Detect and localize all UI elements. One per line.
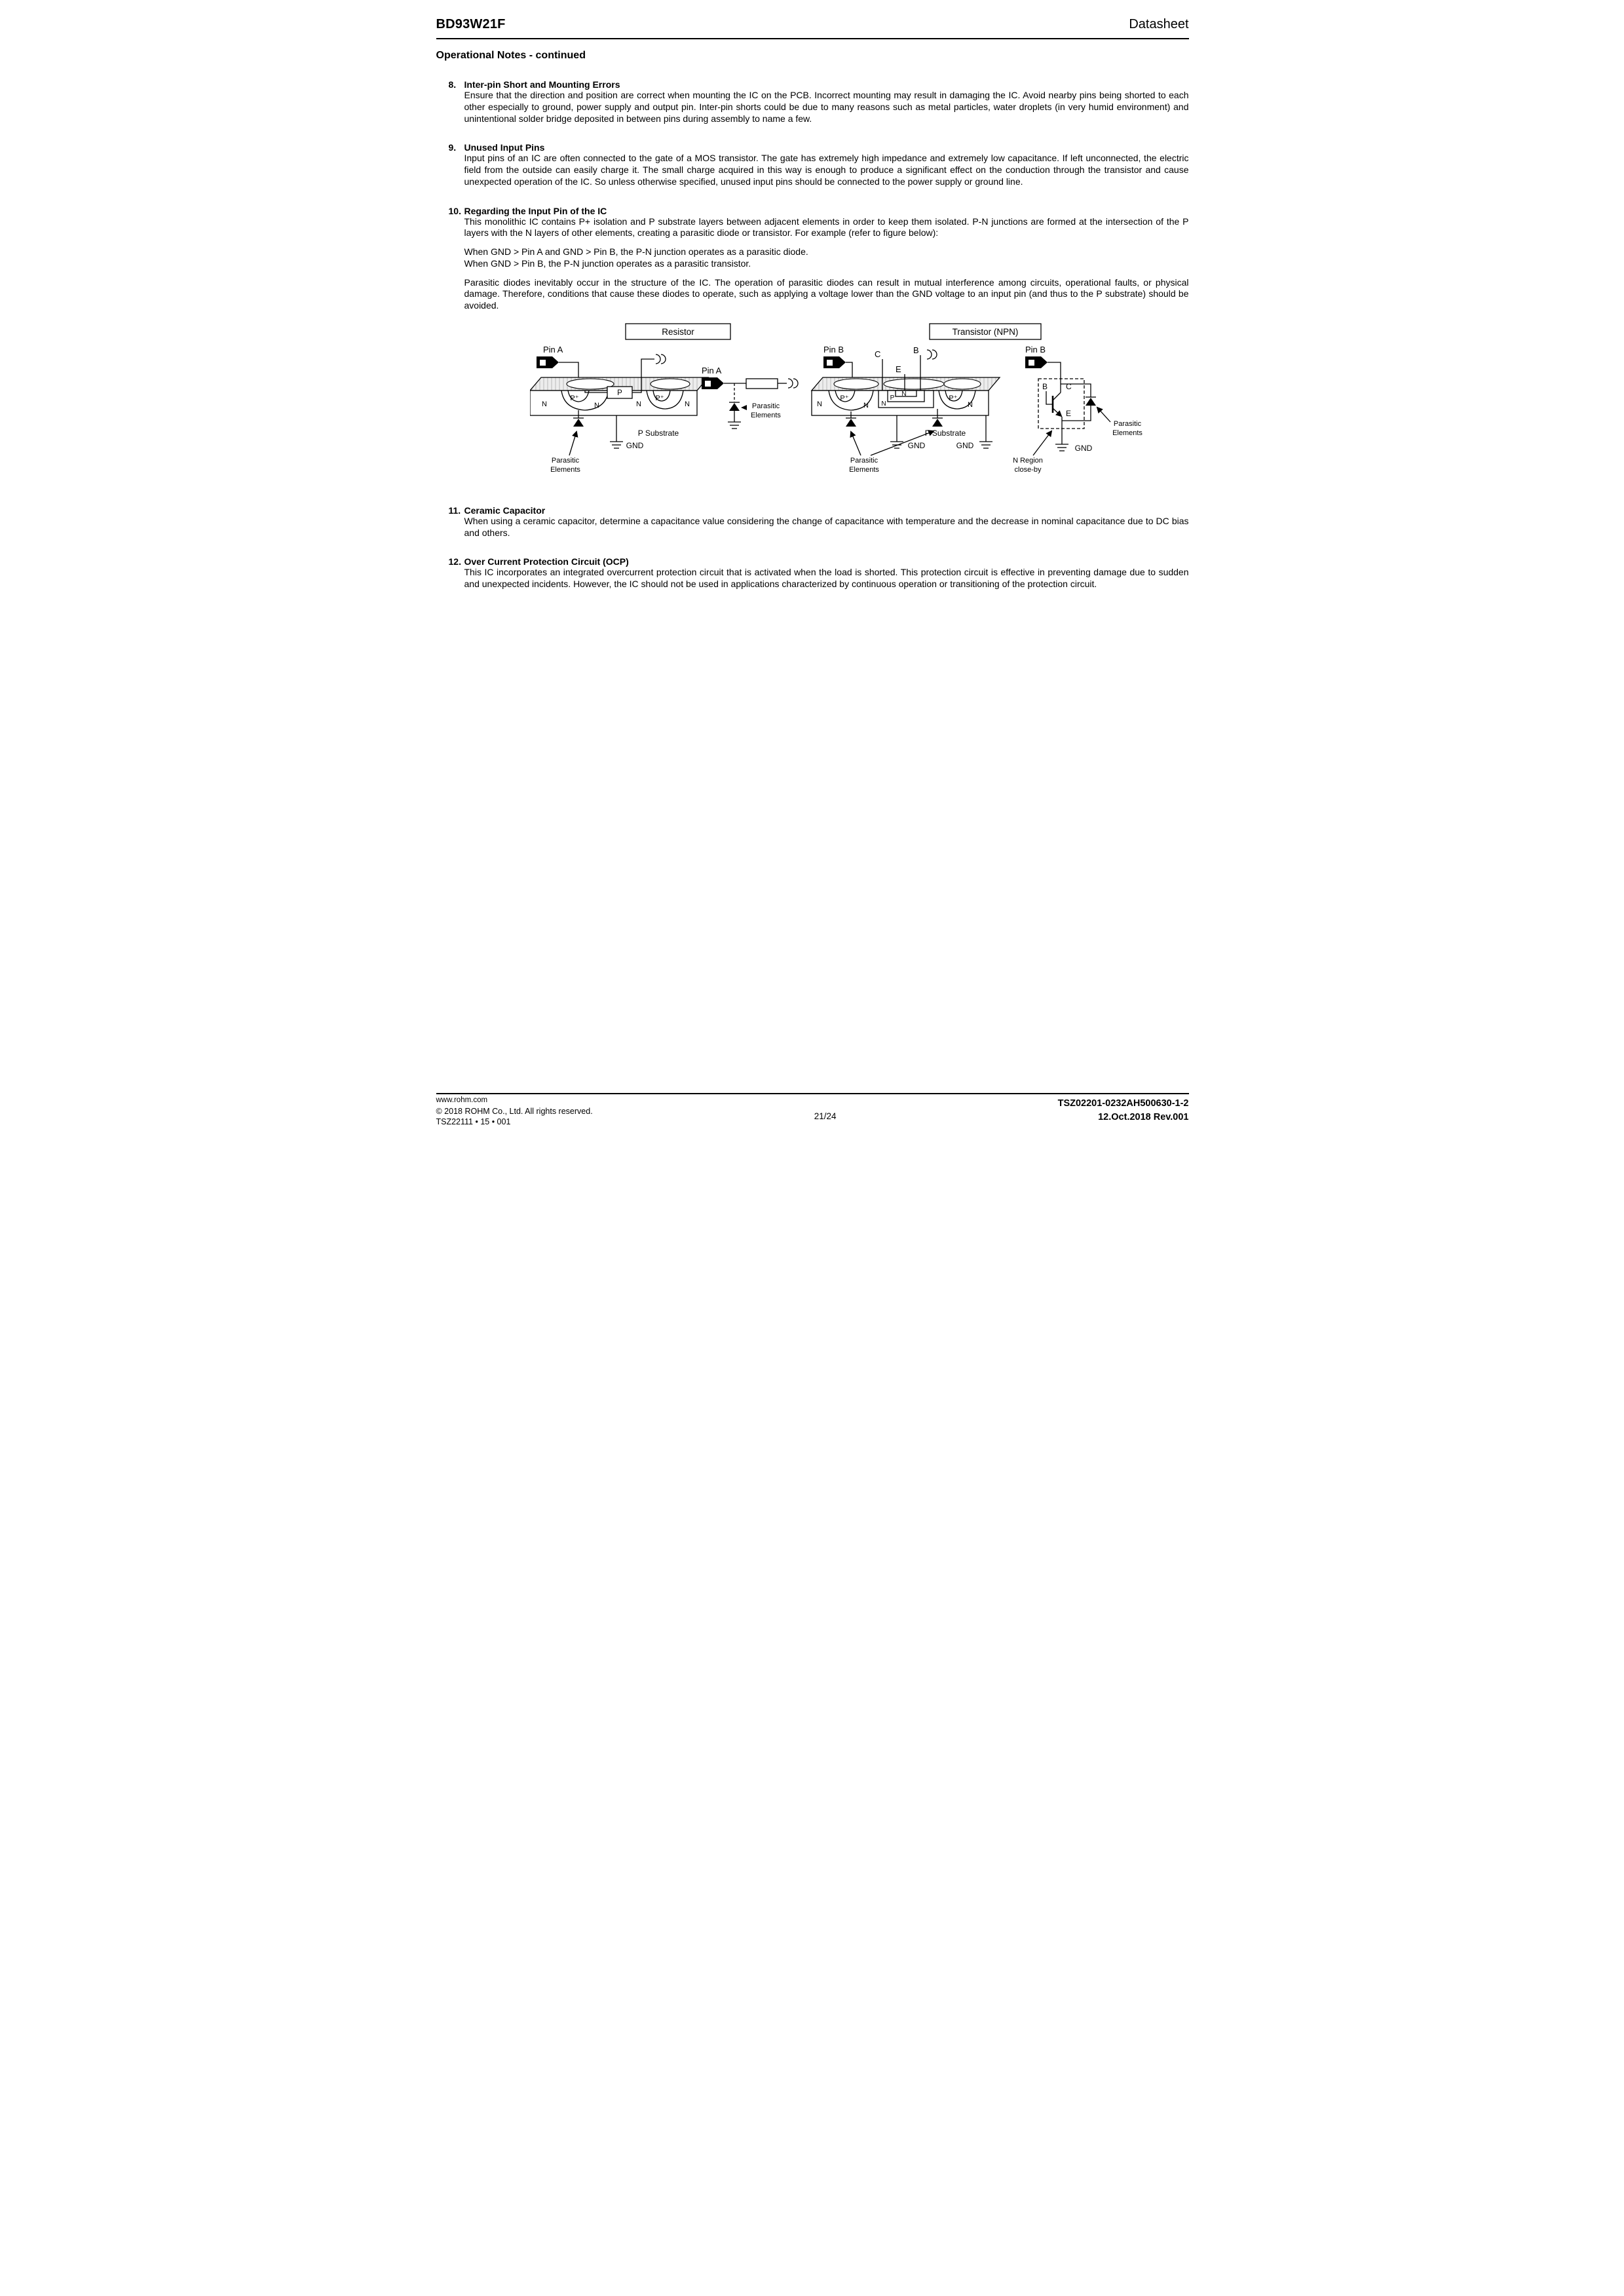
pin-b-label: Pin B [823,344,844,354]
pointer-arrow [1097,408,1110,422]
region-n-label: N [684,400,690,408]
diode-top-wire [1061,381,1091,397]
part-number: BD93W21F [436,17,506,31]
parasitic-diode-icon [573,418,584,427]
rohm-website: www.rohm.com [436,1096,488,1104]
section-title: Unused Input Pins [464,142,545,153]
pin-b-icon [1025,356,1048,368]
section-8 [436,79,1189,124]
section-number: 9. [448,142,457,153]
page-content [406,50,1218,590]
pointer-arrow [569,432,576,455]
region-n-label: N [635,400,641,408]
gnd-label: GND [956,440,973,450]
ground-icon [1055,444,1068,451]
doc-type-label: Datasheet [1129,17,1189,31]
region-n-label: N [901,390,907,398]
region-pplus-label: P⁺ [948,394,958,402]
resistor-symbol [746,379,778,389]
parasitic-elements-label [550,457,580,474]
datasheet-page [406,0,1218,1148]
parasitic-label-line2: Elements [750,411,781,419]
well-opening [944,379,981,389]
section-body: This IC incorporates an integrated overcurrent protection circuit that is activated when the load is shorted. This protection circuit is effective in preventing damage due to sudden and unexpected incidents. However, the IC should not be used in applications characterized by continuous operation or transitioning of the protection circuit. [464,567,1189,590]
section-body: This monolithic IC contains P+ isolation and P substrate layers between adjacent elements in order to keep them isolated. P-N junctions are formed at the intersection of the P layers with the N layers of other elements, creating a parasitic diode or transistor. For example (refer to figure below): [464,216,1189,239]
bjt-emitter [1053,408,1061,416]
parasitic-label-line1: Parasitic [850,456,878,465]
footer-code: TSZ22111 • 15 • 001 [436,1117,511,1127]
parasitic-label-line1: Parasitic [751,402,780,410]
pointer-arrow [1033,431,1051,455]
parasitic-label-line1: Parasitic [1113,419,1141,428]
parasitic-diode-icon [729,402,740,411]
section-number: 11. [448,505,461,516]
pin-a-label: Pin A [542,344,563,354]
pin-b-label: Pin B [1025,344,1046,354]
bjt-collector [1053,392,1061,400]
gnd-note-1: When GND > Pin A and GND > Pin B, the P-N junction operates as a parasitic diode. [464,246,808,258]
region-n-label: N [541,400,547,408]
section-12 [436,556,1189,590]
section-number: 8. [448,79,457,90]
section-body: Input pins of an IC are often connected to the gate of a MOS transistor. The gate has extremely high impedance and extremely low capacitance. If left unconnected, the electric field from the outside can easily charge it. The small charge acquired in this way is enough to produce a significant effect on the conduction through the transistor and cause unexpected operation of the IC. So unless otherwise specified, unused input pins should be connected to the power supply or ground line. [464,153,1189,187]
section-title: Regarding the Input Pin of the IC [464,205,607,216]
section-number: 12. [448,556,461,567]
parasitic-elements-label [849,457,879,474]
section-body-2: Parasitic diodes inevitably occur in the structure of the IC. The operation of parasitic diodes can result in mutual interference among circuits, operational faults, or physical damage. Therefore, conditions that cause these diodes to operate, such as applying a voltage lower than the GND voltage to an input pin (and thus to the P substrate) should be avoided. [464,277,1189,311]
p-substrate-label: P Substrate [637,428,679,438]
parasitic-label-line2: Elements [848,465,879,474]
emitter-label: E [1065,408,1071,418]
region-p-label: P [890,394,894,402]
section-title: Inter-pin Short and Mounting Errors [464,79,620,90]
base-label: B [913,345,919,355]
parasitic-diode-icon [1086,397,1096,406]
page-title: Operational Notes - continued [436,50,586,61]
gnd-label: GND [907,440,925,450]
section-title: Over Current Protection Circuit (OCP) [464,556,629,567]
collector-label: C [1065,381,1072,391]
region-pplus-label: P⁺ [654,394,664,402]
section-body: When using a ceramic capacitor, determine a capacitance value considering the change of capacitance with temperature and the decrease in nominal capacitance due to DC bias and others. [464,515,1189,538]
n-region-label [1013,457,1043,474]
region-pplus-label: P⁺ [839,394,849,402]
connection-squiggle-icon [927,350,937,359]
footer-right [1058,1096,1189,1124]
pointer-icon [741,405,747,410]
pin-a-label: Pin A [701,365,721,375]
n-region-line2: close-by [1014,465,1041,474]
document-number: TSZ02201-0232AH500630-1-2 [1057,1098,1189,1109]
base-terminal-wire [1046,391,1053,404]
parasitic-elements-figure [530,322,1189,486]
pin-b-icon [823,356,846,368]
ground-icon [979,442,992,448]
page-header [436,0,1189,39]
n-region-line1: N Region [1012,456,1043,465]
connection-squiggle-icon [788,379,798,388]
parasitic-diode-icon [846,418,856,427]
revision-date: 12.Oct.2018 Rev.001 [1098,1112,1189,1123]
section-body: Ensure that the direction and position are correct when mounting the IC on the PCB. Incorrect mounting may result in damaging the IC. Avoid nearby pins being shorted to each other especially to ground, power supply and output pin. Inter-pin shorts could be due to many reasons such as metal particles, water droplets (in very humid environment) and unintentional solder bridge deposited in between pins during assembly to name a few. [464,90,1189,124]
well-opening [884,379,944,389]
connection-squiggle-icon [656,354,666,364]
region-n-label: N [594,401,599,410]
resistor-title: Resistor [661,326,694,337]
well-opening [651,379,690,389]
base-label: B [1042,381,1048,391]
gnd-note-2: When GND > Pin B, the P-N junction operates as a parasitic transistor. [464,258,751,269]
gnd-label: GND [1074,443,1092,453]
section-11 [436,505,1189,539]
section-title: Ceramic Capacitor [464,505,546,516]
pin-b-wire [1048,362,1061,392]
well-opening [834,379,878,389]
page-number: 21/24 [814,1111,837,1122]
parasitic-diode-icon [932,418,943,427]
p-substrate-label: P Substrate [924,428,966,438]
copyright-notice: © 2018 ROHM Co., Ltd. All rights reserved. [436,1106,593,1116]
region-n-label: N [863,401,869,410]
region-n-label: N [816,400,822,408]
equivalent-circuit [1013,345,1142,474]
section-9 [436,142,1189,187]
section-10 [436,206,1189,488]
pin-a-icon [702,377,724,389]
emitter-label: E [895,364,901,374]
resistor-diagram [530,324,798,474]
p-resistor-label: P [616,389,622,397]
section-number: 10. [448,205,461,216]
transistor-title: Transistor (NPN) [952,326,1018,337]
well-opening [567,379,614,389]
parasitic-label-line2: Elements [1112,429,1142,437]
footer-left [436,1096,593,1128]
gnd-label: GND [626,440,643,450]
page-footer [436,1093,1189,1128]
ground-icon [728,422,741,429]
transistor-diagram [812,324,1142,474]
region-n-label: N [880,400,886,408]
parasitic-elements-label [751,402,781,419]
region-pplus-label: P⁺ [569,394,579,402]
collector-label: C [874,349,880,359]
parasitic-elements-label [1112,420,1142,437]
parasitic-label-line2: Elements [550,465,580,474]
region-n-label: N [967,400,973,409]
ground-icon [610,442,623,448]
parasitic-label-line1: Parasitic [551,456,579,465]
pointer-arrow [851,432,861,455]
pin-a-icon [537,356,559,368]
